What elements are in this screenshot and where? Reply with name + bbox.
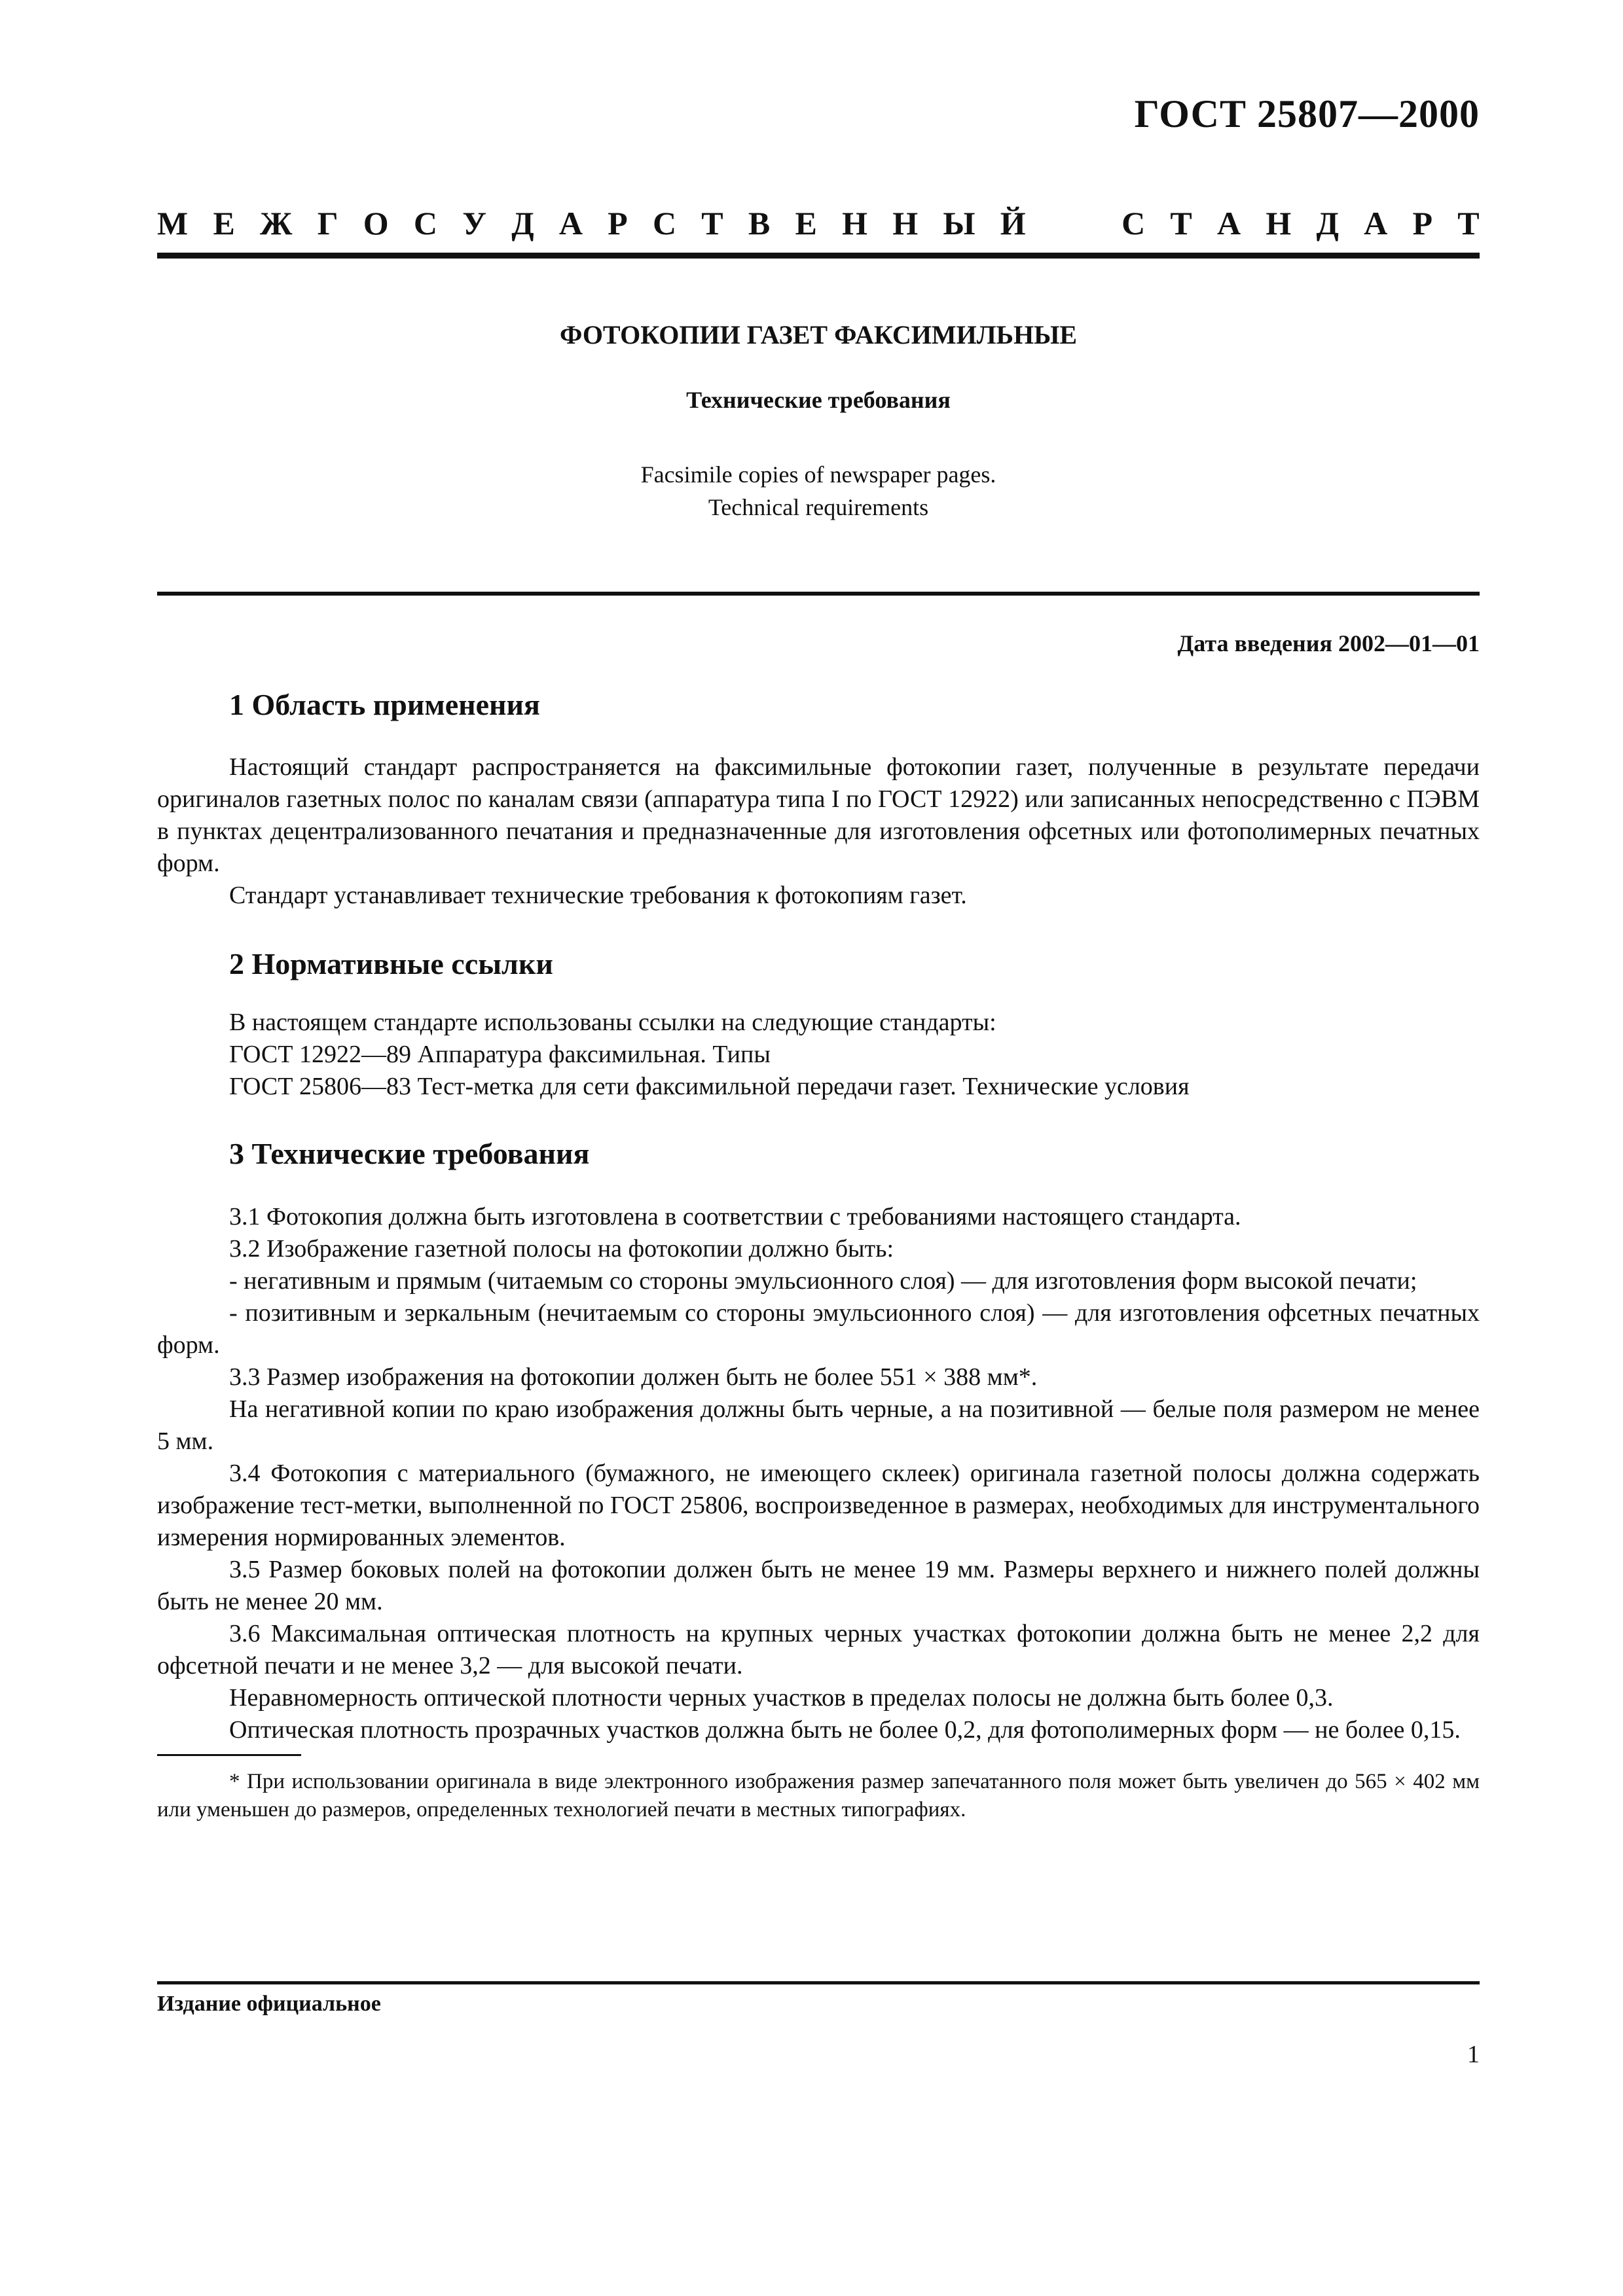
section-body-scope [157,751,1480,912]
paragraph: Стандарт устанавливает технические требования к фотокопиям газет. [229,882,967,909]
section-heading-requirements: 3 Технические требования [229,1137,590,1170]
paragraph: Настоящий стандарт распространяется на факсимильные фотокопии газет, полученные в результате передачи оригиналов газетных полос по каналам связи (аппаратура типа I по ГОСТ 12922) или записанных непосредственно с ПЭВМ в пунктах децентрализованного печатания и предназначенные для изготовления офсетных или фотополимерных печатных форм. [157,753,1480,877]
banner-letter: Й [1000,205,1026,242]
paragraph: На негативной копии по краю изображения должны быть черные, а на позитивной — белые поля размером не менее 5 мм. [157,1395,1480,1455]
banner-letter: С [413,205,438,242]
paragraph: 3.1 Фотокопия должна быть изготовлена в соответствии с требованиями настоящего стандарта. [229,1203,1241,1230]
banner-letter: Е [795,205,817,242]
document-title: ФОТОКОПИИ ГАЗЕТ ФАКСИМИЛЬНЫЕ [559,320,1078,350]
paragraph: - негативным и прямым (читаемым со стороны эмульсионного слоя) — для изготовления форм высокой печати; [229,1267,1417,1295]
section-heading-references: 2 Нормативные ссылки [229,947,553,980]
footnote: * При использовании оригинала в виде электронного изображения размер запечатанного поля может быть увеличен до 565 × 402 мм или уменьшен до размеров, определенных технологией печати в местных типографиях. [157,1770,1480,1821]
banner-letter: С [1122,205,1146,242]
official-edition-label: Издание официальное [157,1992,381,2016]
banner-letter: Ы [943,205,976,242]
banner-letter: Т [701,205,723,242]
reference-item: ГОСТ 25806—83 Тест-метка для сети факсимильной передачи газет. Технические условия [229,1073,1190,1100]
document-page [157,0,1480,2296]
banner-letter: Д [1316,205,1339,242]
banner-letter: Р [1412,205,1433,242]
banner-letter: Р [608,205,628,242]
banner-letter: Т [1170,205,1192,242]
paragraph: В настоящем стандарте использованы ссылки на следующие стандарты: [229,1009,996,1036]
reference-item: ГОСТ 12922—89 Аппаратура факсимильная. Типы [229,1041,771,1068]
banner-letter: А [1217,205,1241,242]
footnote-rule [157,1754,301,1756]
banner-letter: А [558,205,583,242]
banner-word-gap [1051,204,1097,242]
document-title-english [157,458,1480,524]
banner-letter: О [363,205,389,242]
paragraph: 3.2 Изображение газетной полосы на фотокопии должно быть: [229,1235,894,1263]
banner-letter: В [748,205,771,242]
page-number: 1 [1467,2041,1480,2068]
banner-letter: У [462,205,486,242]
paragraph: 3.4 Фотокопия с материального (бумажного, не имеющего склеек) оригинала газетной полосы должна содержать изображение тест-метки, выполненной по ГОСТ 25806, воспроизведенное в размерах, необходимых для инструментального измерения нормированных элементов. [157,1460,1480,1551]
section-body-references [157,1007,1480,1103]
document-subtitle: Технические требования [686,387,951,413]
paragraph: 3.6 Максимальная оптическая плотность на крупных черных участках фотокопии должна быть не менее 2,2 для офсетной печати и не менее 3,2 — для высокой печати. [157,1620,1480,1679]
section-body-requirements [157,1201,1480,1824]
banner-letter: Е [213,205,235,242]
banner-letter: Т [1457,205,1480,242]
introduction-date: Дата введения 2002—01—01 [1177,630,1480,656]
interstate-standard-banner [157,204,1480,242]
paragraph: - позитивным и зеркальным (нечитаемым со стороны эмульсионного слоя) — для изготовления офсетных печатных форм. [157,1299,1480,1359]
banner-letter: Г [317,205,338,242]
banner-letter: А [1364,205,1388,242]
banner-letter: Д [511,205,534,242]
paragraph: 3.3 Размер изображения на фотокопии должен быть не более 551 × 388 мм*. [229,1363,1038,1391]
title-en-line: Technical requirements [708,494,929,520]
banner-letter: Н [842,205,867,242]
title-en-line: Facsimile copies of newspaper pages. [640,461,996,488]
banner-letter: Н [892,205,919,242]
document-code: ГОСТ 25807—2000 [1134,92,1480,135]
paragraph: Оптическая плотность прозрачных участков должна быть не более 0,2, для фотополимерных форм — не более 0,15. [229,1716,1461,1744]
paragraph: 3.5 Размер боковых полей на фотокопии должен быть не менее 19 мм. Размеры верхнего и нижнего полей должны быть не менее 20 мм. [157,1556,1480,1615]
banner-letter: Н [1266,205,1292,242]
footer-rule [157,1981,1480,1984]
title-rule [157,592,1480,596]
header-rule [157,253,1480,259]
banner-letter: М [157,205,189,242]
paragraph: Неравномерность оптической плотности черных участков в пределах полосы не должна быть более 0,3. [229,1684,1334,1712]
banner-letter: Ж [260,205,293,242]
banner-letter: С [652,205,677,242]
section-heading-scope: 1 Область применения [229,688,540,721]
